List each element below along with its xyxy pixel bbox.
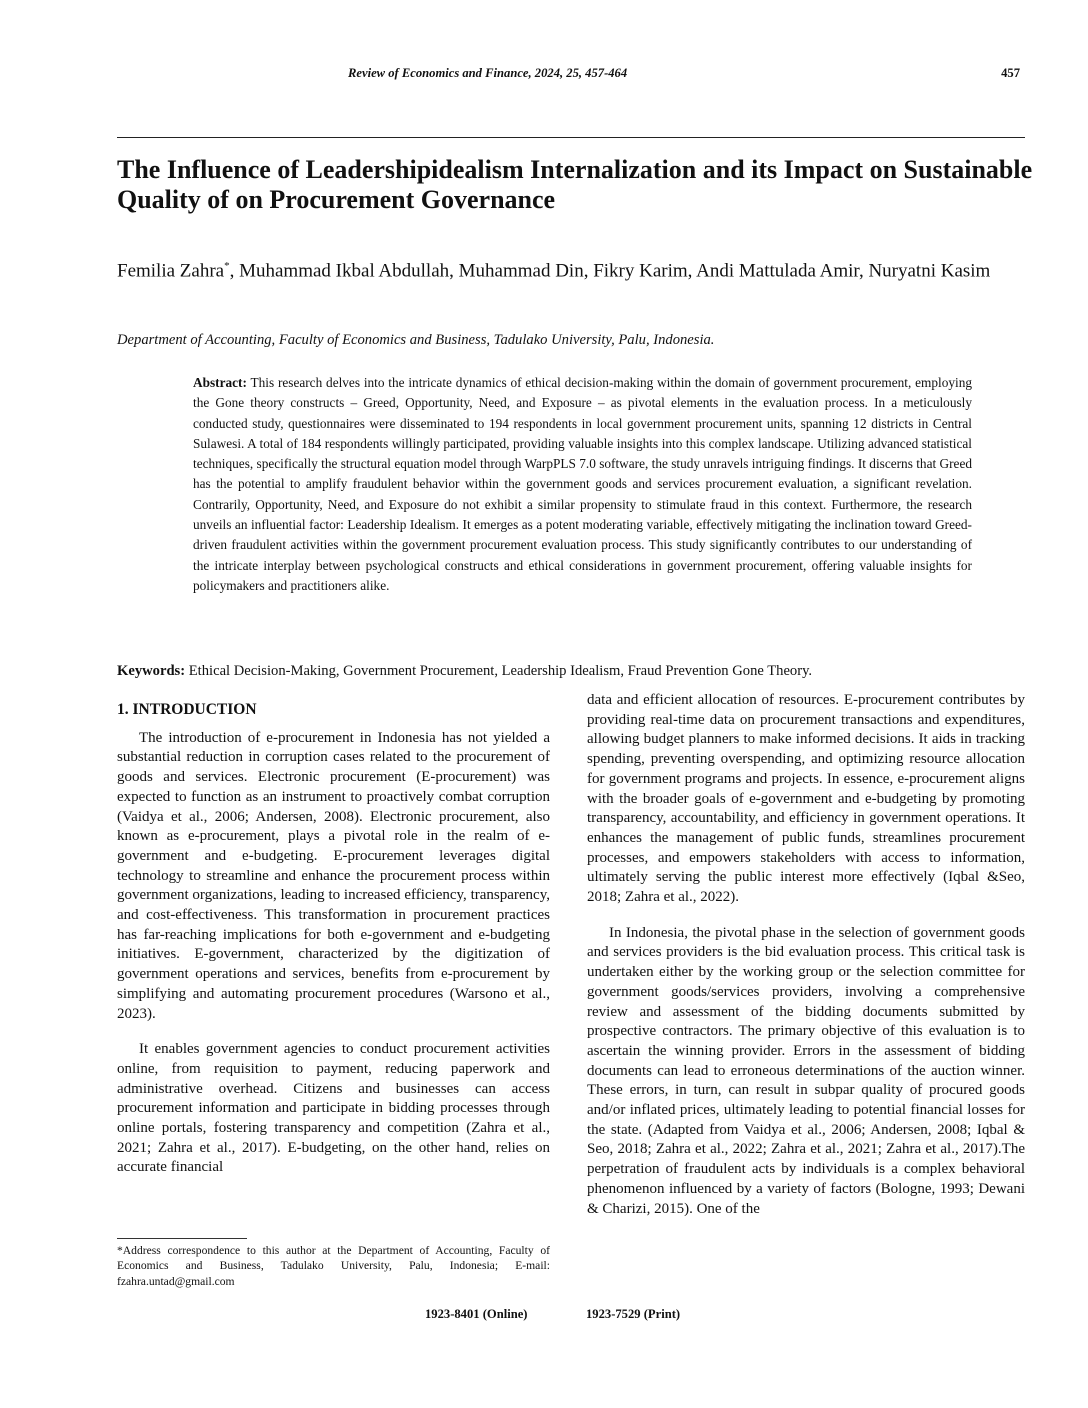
first-author: Femilia Zahra xyxy=(117,260,225,282)
issn-online: 1923-8401 (Online) xyxy=(425,1307,528,1321)
other-authors: , Muhammad Ikbal Abdullah, Muhammad Din, Fikry Karim, Andi Mattulada Amir, Nuryatni Kasim xyxy=(229,260,991,282)
section-heading-introduction: 1. INTRODUCTION xyxy=(117,701,257,718)
paper-title: The Influence of Leadershipidealism Internalization and its Impact on Sustainable Quality of on Procurement Governance xyxy=(117,155,1033,214)
issn-footer xyxy=(0,1307,1088,1327)
abstract xyxy=(193,373,972,596)
keywords-label: Keywords: xyxy=(117,663,186,679)
abstract-text: This research delves into the intricate dynamics of ethical decision-making within the domain of government procurement, employing the Gone theory constructs – Greed, Opportunity, Need, and Exposure – as pivotal elements in the evaluation process. In a meticulously conducted study, questionnaires were disseminated to 194 respondents in local government procurement units, spanning 12 districts in Central Sulawesi. A total of 184 respondents willingly participated, providing valuable insights into this complex landscape. Utilizing advanced statistical techniques, specifically the structural equation model through WarpPLS 7.0 software, the study unravels intriguing findings. It discerns that Greed has the potential to amplify fraudulent behavior within the government goods and services procurement evaluation, a significant revelation. Contrarily, Opportunity, Need, and Exposure do not exhibit a similar propensity to stimulate fraud in this context. Furthermore, the research unveils an influential factor: Leadership Idealism. It emerges as a potent moderating variable, effectively mitigating the inclination toward Greed-driven fraudulent activities within the government procurement evaluation process. This study significantly contributes to our understanding of the intricate interplay between psychological constructs and ethical considerations in government procurement, offering valuable insights for policymakers and practitioners alike. xyxy=(193,375,972,593)
left-column xyxy=(117,700,550,1178)
correspondence-footnote: *Address correspondence to this author at the Department of Accounting, Faculty of Economics and Business, Tadulako University, Palu, Indonesia; E-mail: fzahra.untad@gmail.com xyxy=(117,1244,550,1288)
correspondence-mark: * xyxy=(224,260,230,272)
intro-paragraph-4: In Indonesia, the pivotal phase in the selection of government goods and services providers is the bid evaluation process. This critical task is undertaken either by the working group or the selection committee for government goods/services providers, involving a comprehensive review and assessment of the bidding documents submitted by prospective contractors. The primary objective of this evaluation is to ascertain the winning provider. Errors in the assessment of bidding documents can lead to erroneous determinations of the auction winner. These errors, in turn, can result in subpar quality of procured goods and/or inflated prices, ultimately leading to potential financial losses for the state. (Adapted from Vaidya et al., 2006; Andersen, 2008; Iqbal & Seo, 2018; Zahra et al., 2022; Zahra et al., 2021; Zahra et al., 2017).The perpetration of fraudulent acts by individuals is a complex behavioral phenomenon influenced by a variety of factors (Bologne, 1993; Dewani & Charizi, 2015). One of the xyxy=(587,924,1025,1217)
keywords xyxy=(117,661,1027,681)
affiliation: Department of Accounting, Faculty of Economics and Business, Tadulako University, Palu, Indonesia. xyxy=(117,332,715,348)
abstract-label: Abstract: xyxy=(193,375,247,390)
keywords-text: Ethical Decision-Making, Government Procurement, Leadership Idealism, Fraud Prevention Gone Theory. xyxy=(188,663,813,679)
header-rule xyxy=(117,137,1025,138)
page-number: 457 xyxy=(1001,66,1020,80)
intro-paragraph-1: The introduction of e-procurement in Indonesia has not yielded a substantial reduction in corruption cases related to the procurement of goods and services. Electronic procurement (E-procurement) was expected to function as an instrument to proactively combat corruption (Vaidya et al., 2006; Andersen, 2008). Electronic procurement, also known as e-procurement, plays a pivotal role in the realm of e-government and e-budgeting. E-procurement leverages digital technology to streamline and enhance the procurement process within government organizations, leading to increased efficiency, transparency, and cost-effectiveness. This transformation in procurement practices has far-reaching implications for both e-government and e-budgeting initiatives. E-government, characterized by the digitization of government operations and services, benefits from e-procurement by simplifying and automating procurement procedures (Warsono et al., 2023). xyxy=(117,729,550,1022)
intro-paragraph-2: It enables government agencies to conduct procurement activities online, from requisition to payment, reducing paperwork and administrative overhead. Citizens and businesses can access procurement information and participate in bidding processes through online portals, fostering transparency and competition (Zahra et al., 2021; Zahra et al., 2017). E-budgeting, on the other hand, relies on accurate financial xyxy=(117,1041,550,1176)
footnote-rule xyxy=(117,1238,247,1239)
intro-paragraph-3: data and efficient allocation of resources. E-procurement contributes by providing real-time data on procurement transactions and expenditures, allowing budget planners to make informed decisions. It aids in tracking spending, preventing overspending, and optimizing resource allocation for government programs and projects. In essence, e-procurement aligns with the broader goals of e-government and e-budgeting by promoting transparency, accountability, and efficiency in government operations. It enhances the management of public funds, streamlines procurement processes, and empowers stakeholders with access to information, ultimately serving the public interest more effectively (Iqbal &Seo, 2018; Zahra et al., 2022). xyxy=(587,692,1025,906)
issn-print: 1923-7529 (Print) xyxy=(586,1307,681,1321)
journal-citation: Review of Economics and Finance, 2024, 25, 457-464 xyxy=(348,66,628,80)
running-header xyxy=(0,66,1088,86)
right-column xyxy=(587,691,1025,1219)
author-list xyxy=(117,252,1027,285)
